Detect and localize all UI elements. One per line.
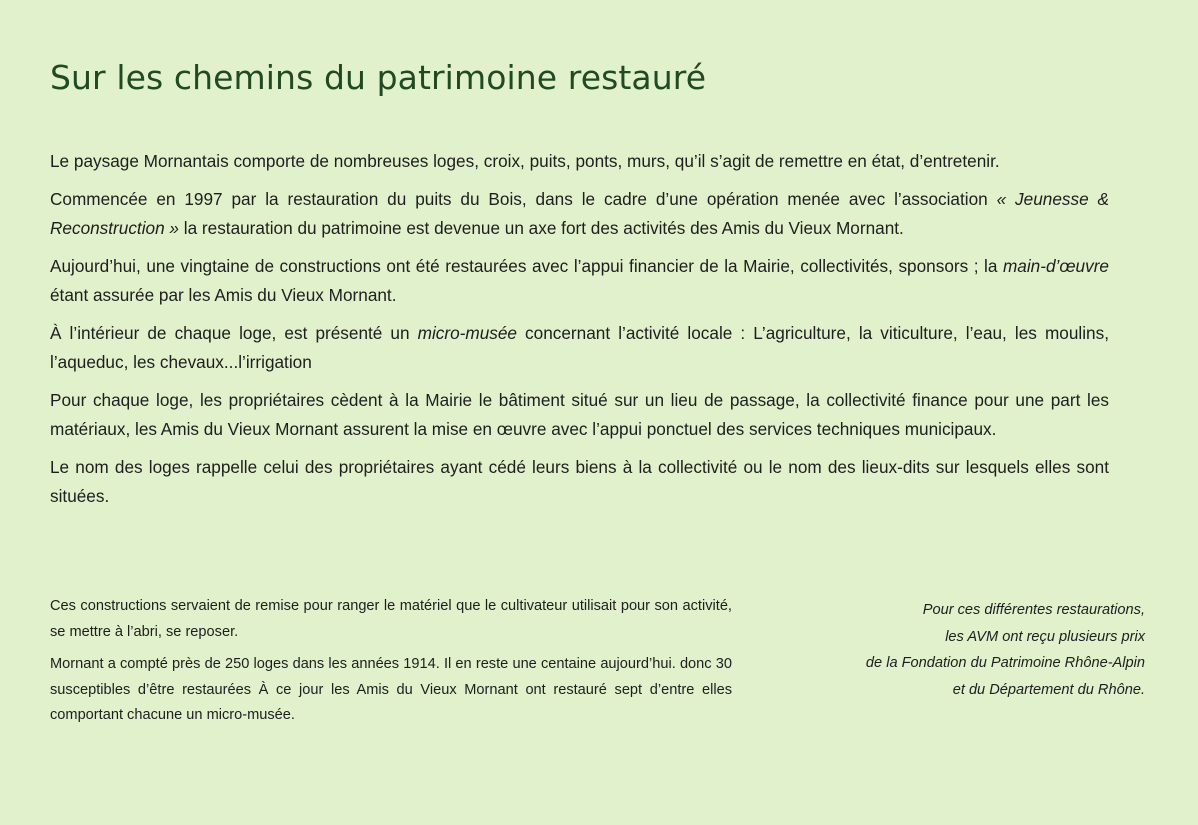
- loges-note-usage: Ces constructions servaient de remise pour ranger le matériel que le cultivateur utilisait pour son activité, se mettre à l’abri, se reposer.: [50, 598, 732, 640]
- paragraph-history: [50, 185, 1109, 243]
- page-title: Sur les chemins du patrimoine restauré: [50, 58, 707, 97]
- loges-note: [50, 594, 732, 736]
- paragraph-process-text: Pour chaque loge, les propriétaires cèdent à la Mairie le bâtiment situé sur un lieu de passage, la collectivité finance pour une part les matériaux, les Amis du Vieux Mornant assurent la mise en œuvre avec l’appui ponctuel des services techniques municipaux.: [50, 390, 1109, 439]
- paragraph-funding-end: étant assurée par les Amis du Vieux Mornant.: [50, 285, 397, 305]
- awards-note: [725, 597, 1145, 703]
- paragraph-intro-text: Le paysage Mornantais comporte de nombreuses loges, croix, puits, ponts, murs, qu’il s’agit de remettre en état, d’entretenir.: [50, 151, 1000, 171]
- awards-line-4: et du Département du Rhône.: [952, 681, 1145, 698]
- paragraph-names: [50, 453, 1109, 511]
- paragraph-museum: [50, 319, 1109, 377]
- paragraph-names-text: Le nom des loges rappelle celui des propriétaires ayant cédé leurs biens à la collectivité ou le nom des lieux-dits sur lesquels elles sont situées.: [50, 457, 1109, 506]
- paragraph-funding-text: Aujourd’hui, une vingtaine de constructions ont été restaurées avec l’appui financier de la Mairie, collectivités, sponsors ; la: [50, 256, 1003, 276]
- paragraph-museum-end: concernant l’activité locale : L’agriculture, la viticulture, l’eau, les moulins, l’aqueduc, les chevaux...l’irrigation: [50, 323, 1109, 372]
- awards-line-3: de la Fondation du Patrimoine Rhône-Alpin: [865, 655, 1145, 671]
- paragraph-history-end: la restauration du patrimoine est devenue un axe fort des activités des Amis du Vieux Mornant.: [178, 218, 904, 238]
- paragraph-intro: [50, 147, 1109, 176]
- labour-term: main-d’œuvre: [1002, 256, 1109, 276]
- association-name: « Jeunesse & Reconstruction »: [50, 189, 1109, 238]
- micro-museum-term: micro-musée: [417, 323, 517, 343]
- paragraph-funding: [50, 252, 1109, 310]
- paragraph-museum-text: À l’intérieur de chaque loge, est présenté un: [50, 323, 418, 343]
- main-text: [50, 147, 1109, 520]
- awards-line-1: Pour ces différentes restaurations,: [922, 602, 1145, 618]
- paragraph-history-text: Commencée en 1997 par la restauration du puits du Bois, dans le cadre d’une opération menée avec l’association: [50, 189, 997, 209]
- loges-note-count: Mornant a compté près de 250 loges dans les années 1914. Il en reste une centaine aujourd’hui. donc 30 susceptibles d’être restaurées À ce jour les Amis du Vieux Mornant ont restauré sept d’entre elles comportant chacune un micro-musée.: [50, 656, 732, 723]
- awards-line-2: les AVM ont reçu plusieurs prix: [945, 628, 1145, 645]
- paragraph-process: [50, 386, 1109, 444]
